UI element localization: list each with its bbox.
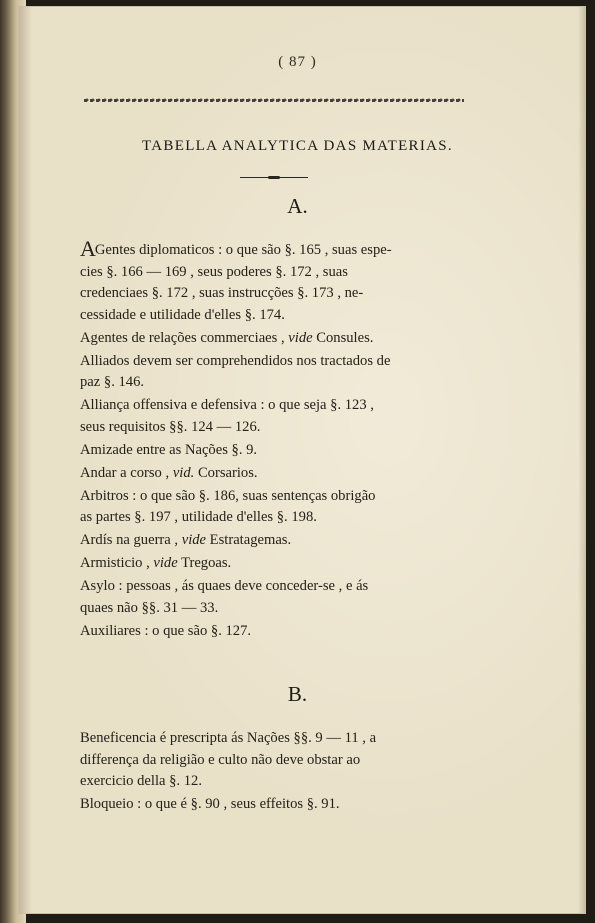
entry-text: Arbitros : o que são §. 186, suas sentenças obrigão <box>80 487 376 504</box>
entry-continuation: cies §. 166 — 169 , seus poderes §. 172 , suas <box>80 263 348 280</box>
entry-text: Estratagemas. <box>206 532 292 548</box>
title-divider-ornament <box>240 176 308 179</box>
page-title: TABELLA ANALYTICA DAS MATERIAS. <box>142 138 453 154</box>
entry-text: Asylo : pessoas , ás quaes deve conceder-se , e ás <box>80 578 369 594</box>
entry-text: Alliados devem ser comprehendidos nos tractados de <box>80 352 391 369</box>
section-a-entries <box>80 236 472 644</box>
entry-continuation: exercicio della §. 12. <box>80 773 202 789</box>
index-entry <box>80 395 472 438</box>
ornamental-border <box>84 96 464 104</box>
entry-text: Bloqueio : o que é §. 90 , seus effeitos §. 91. <box>80 796 340 812</box>
drop-initial: A <box>80 236 96 261</box>
entry-text: Corsarios. <box>194 464 258 481</box>
entry-continuation: credenciaes §. 172 , suas instrucções §. 173 , ne- <box>80 285 364 301</box>
cross-reference: vide <box>288 329 313 346</box>
index-entry <box>80 794 472 816</box>
entry-continuation: cessidade e utilidade d'elles §. 174. <box>80 306 285 323</box>
cross-reference: vide <box>153 555 178 571</box>
index-entry <box>80 486 472 529</box>
entry-text: Alliança offensiva e defensiva : o que seja §. 123 , <box>80 397 374 413</box>
index-entry <box>80 621 472 643</box>
section-heading-a: A. <box>287 194 308 218</box>
entry-text: Consules. <box>312 329 374 346</box>
index-entry <box>80 236 472 326</box>
entry-text: Armisticio , <box>80 555 154 571</box>
entry-continuation: paz §. 146. <box>80 374 145 390</box>
entry-continuation: differença da religião e culto não deve obstar ao <box>80 751 361 768</box>
index-entry <box>80 463 472 485</box>
entry-text: Gentes diplomaticos : o que são §. 165 , suas espe- <box>94 242 392 258</box>
entry-text: Auxiliares : o que são §. 127. <box>80 622 252 639</box>
entry-text: Agentes de relações commerciaes , <box>80 329 289 346</box>
index-entry <box>80 553 472 575</box>
index-entry <box>80 530 472 552</box>
entry-continuation: quaes não §§. 31 — 33. <box>80 599 219 616</box>
cross-reference: vide <box>181 532 207 548</box>
entry-continuation: as partes §. 197 , utilidade d'elles §. 198. <box>80 509 317 525</box>
page-number: ( 87 ) <box>278 54 317 70</box>
entry-text: Amizade entre as Nações §. 9. <box>80 441 258 458</box>
index-entry <box>80 576 472 619</box>
entry-text: Andar a corso , <box>80 464 173 481</box>
index-entry <box>80 328 472 350</box>
index-entry <box>80 351 472 394</box>
entry-text: Ardís na guerra , <box>80 532 182 548</box>
entry-text: Beneficencia é prescripta ás Nações §§. 9 — 11 , a <box>80 730 377 746</box>
section-b-entries <box>80 728 472 817</box>
index-entry <box>80 440 472 462</box>
cross-reference: vid. <box>172 464 195 481</box>
entry-text: Tregoas. <box>177 555 232 571</box>
entry-continuation: seus requisitos §§. 124 — 126. <box>80 418 261 435</box>
section-heading-b: B. <box>287 682 308 706</box>
index-entry <box>80 728 472 793</box>
